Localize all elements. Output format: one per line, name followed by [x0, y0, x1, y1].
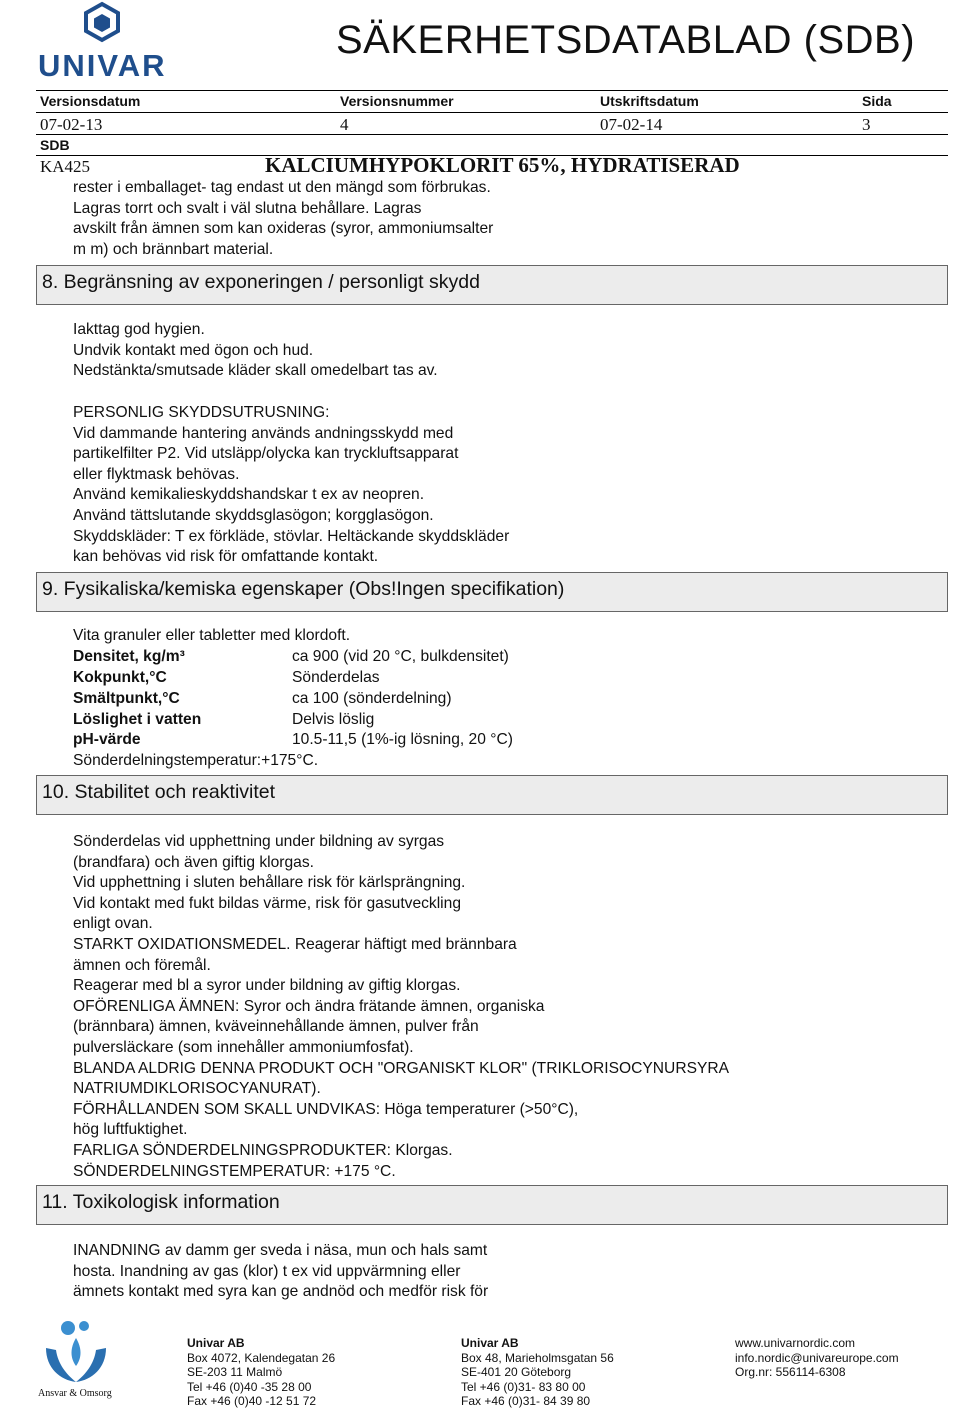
- responsible-care-logo: [36, 1318, 116, 1402]
- property-label: pH-värde: [73, 731, 141, 748]
- text-line: FÖRHÅLLANDEN SOM SKALL UNDVIKAS: Höga temperaturer (>50°C),: [73, 1100, 579, 1118]
- personal-protection-text: [73, 403, 509, 568]
- section-9-heading: [36, 572, 948, 612]
- text-line: partikelfilter P2. Vid utsläpp/olycka kan tryckluftsapparat: [73, 445, 459, 463]
- version-date-value: 07-02-13: [40, 115, 103, 134]
- text-line: avskilt från ämnen som kan oxideras (syror, ammoniumsalter: [73, 220, 494, 238]
- text-line: Iakttag god hygien.: [73, 321, 205, 338]
- property-value: Delvis löslig: [292, 711, 375, 728]
- sdb-label: SDB: [40, 137, 70, 153]
- text-line: kan behövas vid risk för omfattande kontakt.: [73, 548, 379, 566]
- text-line: Sönderdelas vid upphettning under bildning av syrgas: [73, 833, 445, 850]
- print-date-label: Utskriftsdatum: [600, 93, 699, 109]
- footer-contact: [735, 1336, 899, 1380]
- text-line: PERSONLIG SKYDDSUTRUSNING:: [73, 404, 330, 421]
- univar-logo: [36, 0, 176, 84]
- text-line: enligt ovan.: [73, 915, 153, 933]
- text-line: ämnen och föremål.: [73, 956, 211, 974]
- fax-line: Fax +46 (0)40 -12 51 72: [187, 1394, 317, 1408]
- text-line: hosta. Inandning av gas (klor) t ex vid uppvärmning eller: [73, 1262, 461, 1280]
- version-number-label: Versionsnummer: [340, 93, 454, 109]
- text-line: (brännbara) ämnen, kväveinnehållande ämnen, pulver från: [73, 1018, 479, 1036]
- text-line: BLANDA ALDRIG DENNA PRODUKT OCH "ORGANISKT KLOR" (TRIKLORISOCYNURSYRA: [73, 1059, 730, 1077]
- address-line: SE-203 11 Malmö: [187, 1365, 283, 1379]
- section-8-heading: [36, 265, 948, 305]
- section-10-heading: [36, 775, 948, 815]
- text-line: INANDNING av damm ger sveda i näsa, mun och hals samt: [73, 1242, 488, 1259]
- text-line: Använd tättslutande skyddsglasögon; korgglasögon.: [73, 506, 434, 524]
- footer-goteborg-address: [461, 1336, 614, 1409]
- text-line: FARLIGA SÖNDERDELNINGSPRODUKTER: Klorgas.: [73, 1141, 453, 1159]
- text-line: OFÖRENLIGA ÄMNEN: Syror och ändra frätande ämnen, organiska: [73, 997, 545, 1015]
- property-value: Sönderdelas: [292, 669, 380, 686]
- text-line: (brandfara) och även giftig klorgas.: [73, 853, 314, 871]
- text-line: ämnets kontakt med syra kan ge andnöd och medför risk för: [73, 1283, 489, 1301]
- document-title: SÄKERHETSDATABLAD (SDB): [336, 18, 916, 62]
- page-label: Sida: [862, 93, 892, 109]
- header-divider: [36, 90, 948, 91]
- section-11-body: [73, 1241, 488, 1303]
- print-date-value: 07-02-14: [600, 115, 663, 134]
- text-line: Nedstänkta/smutsade kläder skall omedelbart tas av.: [73, 362, 438, 380]
- text-line: pulversläckare (som innehåller ammoniumfosfat).: [73, 1038, 414, 1056]
- page-value: 3: [862, 115, 871, 134]
- footer-malmo-address: [187, 1336, 335, 1409]
- text-line: Vid dammande hantering används andningsskydd med: [73, 424, 454, 442]
- text-line: Skyddskläder: T ex förkläde, stövlar. Heltäckande skyddskläder: [73, 527, 510, 545]
- logo-text: UNIVAR: [38, 48, 167, 83]
- phone-line: Tel +46 (0)31- 83 80 00: [461, 1379, 586, 1394]
- logo-caption: Ansvar & Omsorg: [38, 1388, 112, 1399]
- section-heading-text: 9. Fysikaliska/kemiska egenskaper (Obs!Ingen specifikation): [42, 578, 565, 600]
- version-date-label: Versionsdatum: [40, 93, 141, 109]
- company-name: Univar AB: [461, 1336, 519, 1350]
- property-label: Smältpunkt,°C: [73, 690, 180, 707]
- section-heading-text: 10. Stabilitet och reaktivitet: [42, 781, 276, 803]
- property-label: Kokpunkt,°C: [73, 669, 167, 686]
- version-number-value: 4: [340, 115, 349, 134]
- address-line: SE-401 20 Göteborg: [461, 1365, 572, 1379]
- text-line: Undvik kontakt med ögon och hud.: [73, 341, 314, 359]
- company-name: Univar AB: [187, 1336, 245, 1350]
- org-number: Org.nr: 556114-6308: [735, 1365, 846, 1379]
- text-line: Vid upphettning i sluten behållare risk för kärlsprängning.: [73, 874, 466, 892]
- product-name: KALCIUMHYPOKLORIT 65%, HYDRATISERAD: [265, 153, 740, 177]
- decomposition-temperature: Sönderdelningstemperatur:+175°C.: [73, 752, 319, 769]
- section-8-body: [73, 320, 438, 382]
- fax-line: Fax +46 (0)31- 84 39 80: [461, 1394, 591, 1408]
- text-line: SÖNDERDELNINGSTEMPERATUR: +175 °C.: [73, 1162, 396, 1180]
- sdb-value: KA425: [40, 157, 91, 176]
- address-line: Box 48, Marieholmsgatan 56: [461, 1350, 614, 1365]
- phone-line: Tel +46 (0)40 -35 28 00: [187, 1379, 312, 1394]
- website-link[interactable]: www.univarnordic.com: [735, 1336, 856, 1350]
- section-11-heading: [36, 1185, 948, 1225]
- text-line: m m) och brännbart material.: [73, 240, 274, 258]
- property-value: 10.5-11,5 (1%-ig lösning, 20 °C): [292, 731, 513, 748]
- text-line: rester i emballaget- tag endast ut den mängd som förbrukas.: [73, 179, 491, 196]
- text-line: hög luftfuktighet.: [73, 1121, 188, 1139]
- text-line: eller flyktmask behövas.: [73, 465, 240, 483]
- section-heading-text: 8. Begränsning av exponeringen / personligt skydd: [42, 271, 480, 293]
- section-9-intro: Vita granuler eller tabletter med klordoft.: [73, 627, 351, 644]
- intro-text: [73, 178, 493, 260]
- address-line: Box 4072, Kalendegatan 26: [187, 1350, 336, 1365]
- text-line: Vid kontakt med fukt bildas värme, risk för gasutveckling: [73, 894, 461, 912]
- property-label: Löslighet i vatten: [73, 711, 202, 728]
- property-label: Densitet, kg/m³: [73, 648, 185, 665]
- header-divider: [36, 134, 948, 135]
- text-line: STARKT OXIDATIONSMEDEL. Reagerar häftigt med brännbara: [73, 935, 517, 953]
- section-heading-text: 11. Toxikologisk information: [42, 1191, 280, 1213]
- text-line: Reagerar med bl a syror under bildning av giftig klorgas.: [73, 977, 461, 995]
- header-divider: [36, 112, 948, 113]
- text-line: Lagras torrt och svalt i väl slutna behållare. Lagras: [73, 199, 422, 217]
- property-value: ca 100 (sönderdelning): [292, 690, 452, 707]
- email-link[interactable]: info.nordic@univareurope.com: [735, 1350, 899, 1365]
- property-value: ca 900 (vid 20 °C, bulkdensitet): [292, 648, 509, 665]
- section-10-body: [73, 832, 729, 1182]
- text-line: NATRIUMDIKLORISOCYANURAT).: [73, 1080, 321, 1098]
- text-line: Använd kemikalieskyddshandskar t ex av neopren.: [73, 486, 425, 504]
